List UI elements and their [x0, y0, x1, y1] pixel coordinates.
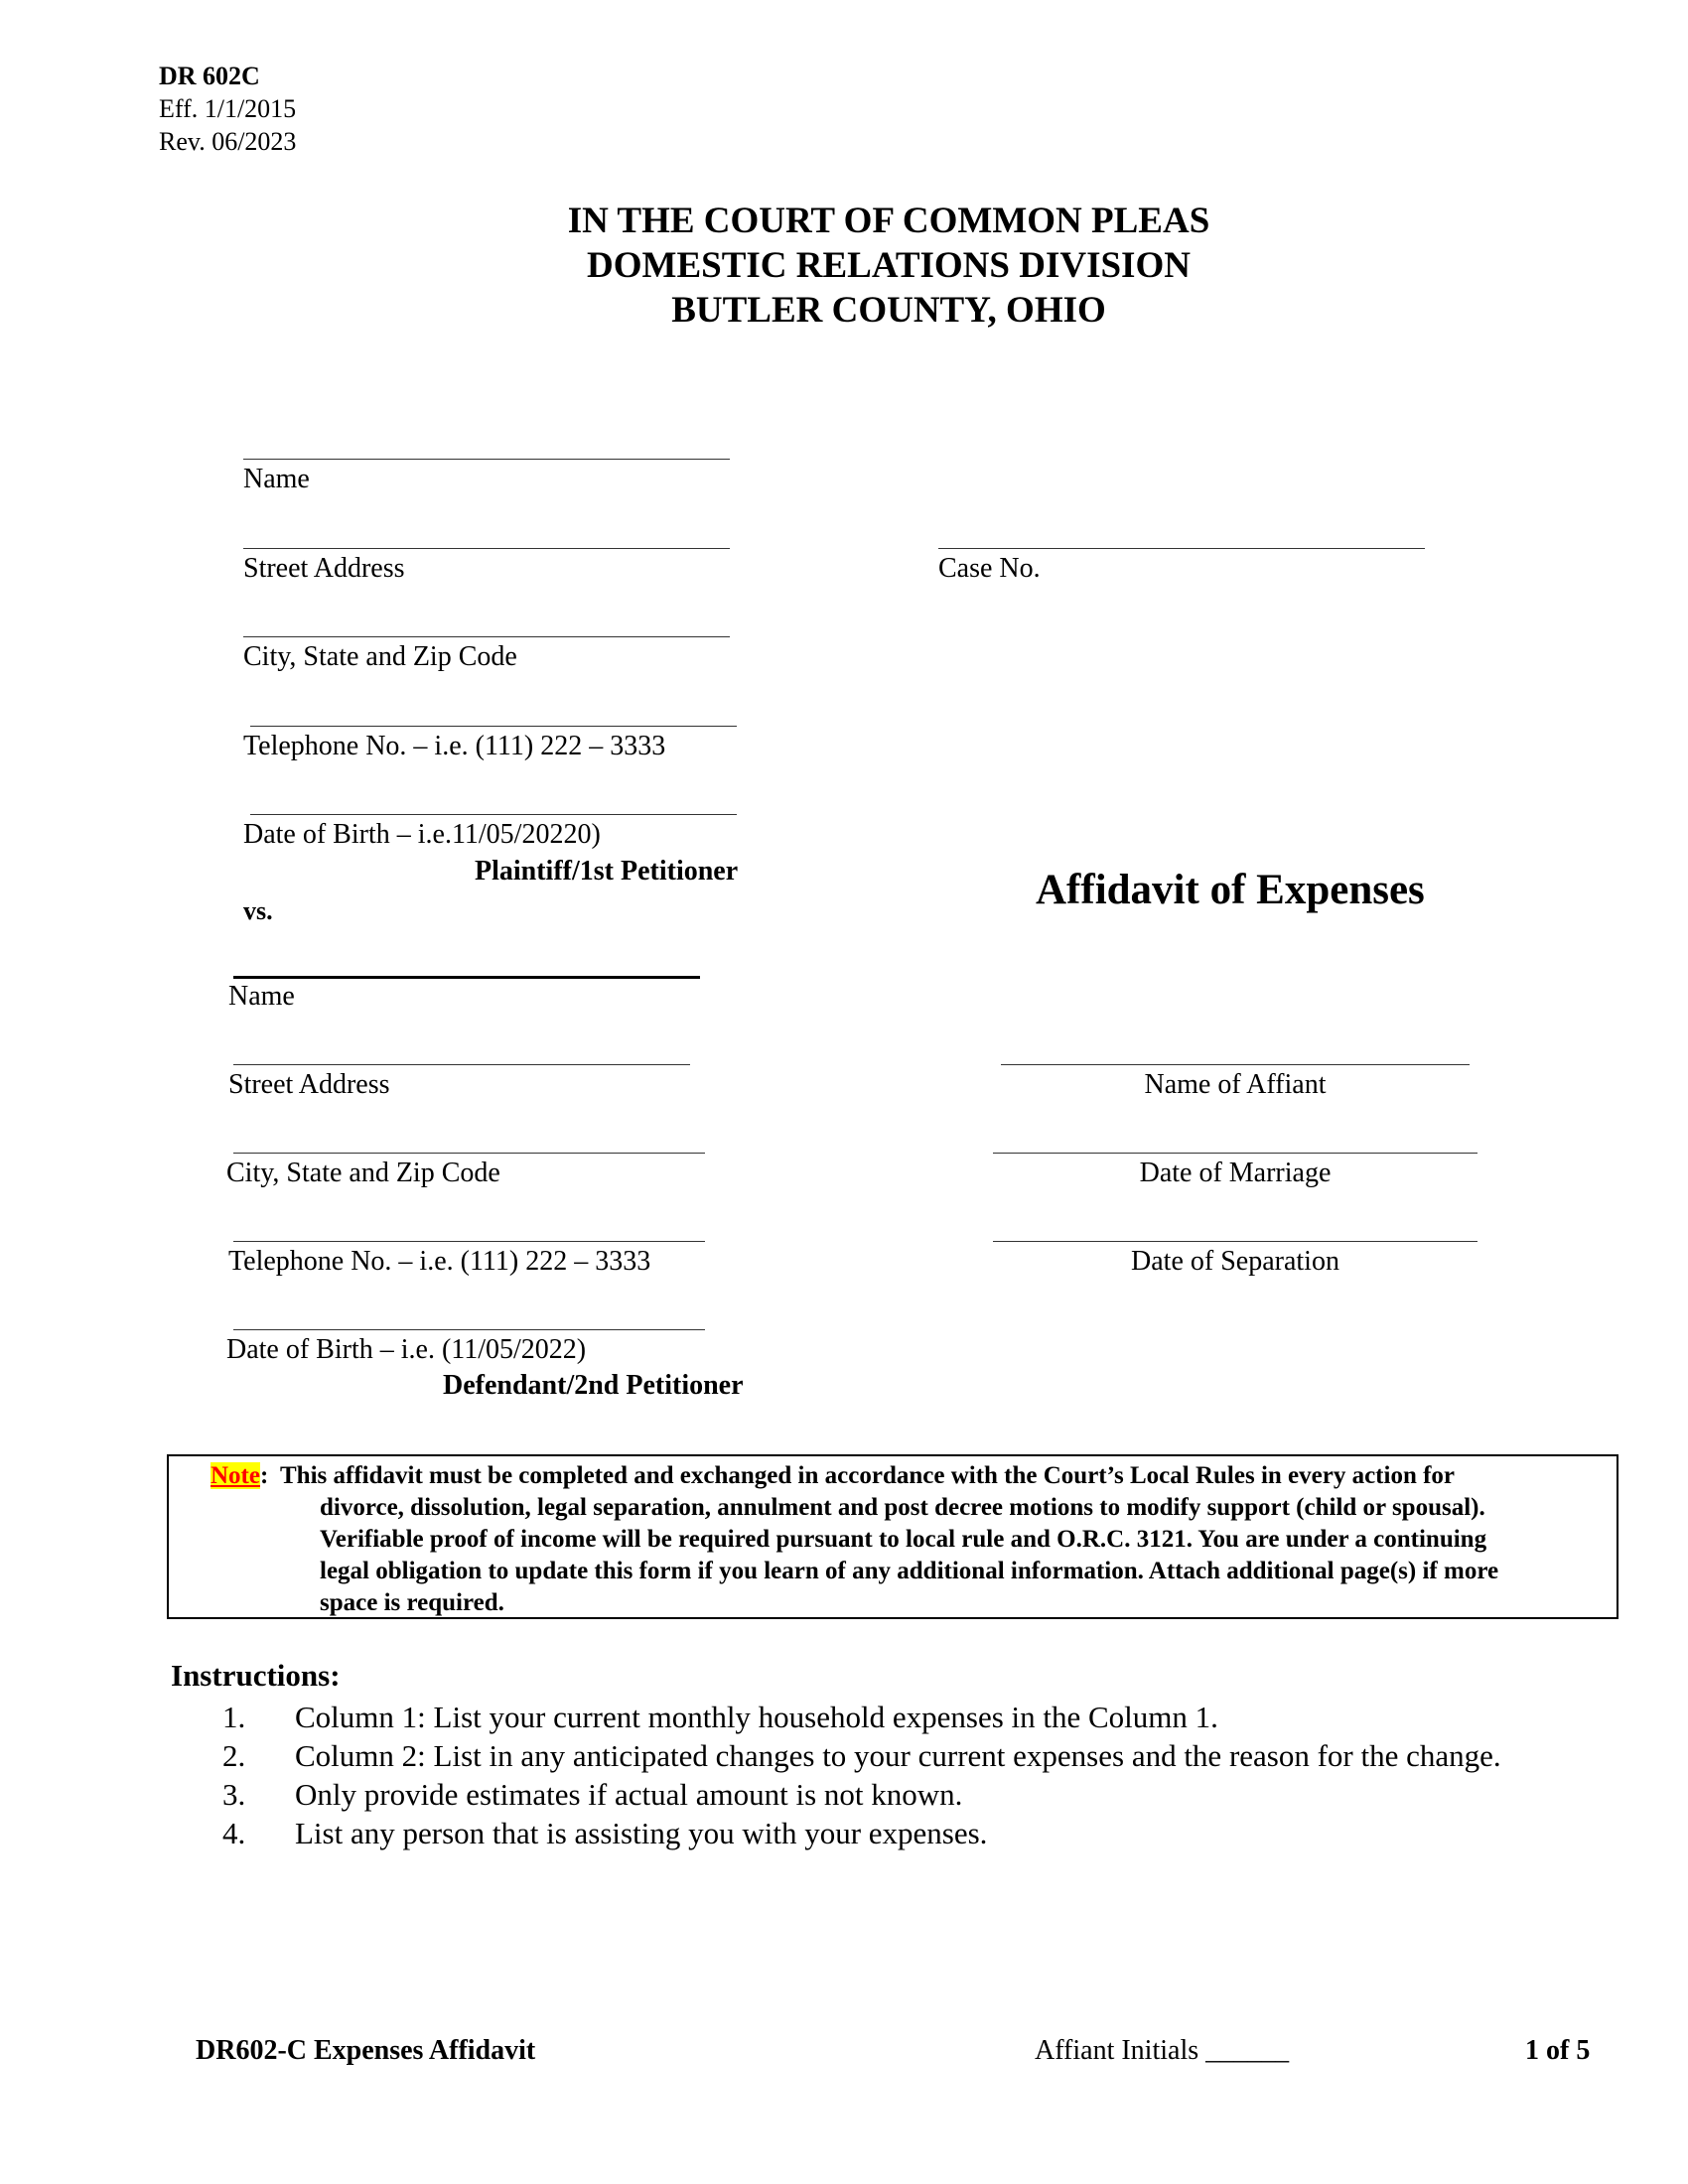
instruction-text: Column 1: List your current monthly household expenses in the Column 1.: [295, 1700, 1218, 1734]
defendant-street-field[interactable]: [233, 1064, 690, 1065]
plaintiff-city-label: City, State and Zip Code: [243, 641, 517, 672]
note-line-5: space is required.: [320, 1589, 504, 1616]
instruction-item: [171, 1698, 1501, 1736]
plaintiff-dob-label: Date of Birth – i.e.11/05/20220): [243, 819, 601, 850]
date-of-separation-label: Date of Separation: [1131, 1246, 1339, 1277]
instruction-item: [171, 1736, 1501, 1775]
versus-label: vs.: [243, 896, 273, 925]
instruction-text: Column 2: List in any anticipated changes to your current expenses and the reason for the change.: [295, 1738, 1501, 1773]
effective-date: Eff. 1/1/2015: [159, 94, 297, 123]
note-line-4: legal obligation to update this form if you learn of any additional information. Attach additional page(s) if more: [320, 1558, 1499, 1584]
court-heading: [0, 199, 1688, 333]
defendant-name-label: Name: [228, 981, 295, 1012]
date-of-marriage-label: Date of Marriage: [1139, 1158, 1332, 1188]
defendant-street-label: Street Address: [228, 1069, 390, 1100]
form-number: DR 602C: [159, 62, 260, 90]
plaintiff-dob-field[interactable]: [250, 814, 737, 815]
defendant-city-label: City, State and Zip Code: [226, 1158, 500, 1188]
instruction-text: List any person that is assisting you with your expenses.: [295, 1816, 988, 1850]
plaintiff-name-label: Name: [243, 464, 310, 494]
revision-date: Rev. 06/2023: [159, 127, 297, 156]
court-line-3: BUTLER COUNTY, OHIO: [671, 290, 1106, 331]
instruction-text: Only provide estimates if actual amount is not known.: [295, 1777, 963, 1812]
note-label: Note:: [211, 1462, 269, 1489]
plaintiff-street-label: Street Address: [243, 553, 405, 584]
note-box: [167, 1454, 1618, 1619]
plaintiff-phone-field[interactable]: [250, 726, 737, 727]
defendant-dob-label: Date of Birth – i.e. (11/05/2022): [226, 1334, 587, 1365]
instruction-item: [171, 1814, 1501, 1852]
case-number-label: Case No.: [938, 553, 1041, 584]
document-title: Affidavit of Expenses: [1036, 867, 1425, 913]
note-line-3: Verifiable proof of income will be required pursuant to local rule and O.R.C. 3121. You are under a continuing: [320, 1526, 1487, 1553]
court-line-1: IN THE COURT OF COMMON PLEAS: [567, 201, 1210, 241]
instruction-item: [171, 1775, 1501, 1814]
affiant-name-label: Name of Affiant: [1144, 1069, 1327, 1100]
defendant-name-field[interactable]: [233, 976, 700, 979]
note-line-2: divorce, dissolution, legal separation, annulment and post decree motions to modify support (child or spousal).: [320, 1494, 1485, 1521]
affiant-name-field[interactable]: [1001, 1064, 1470, 1065]
defendant-role: Defendant/2nd Petitioner: [443, 1370, 744, 1401]
plaintiff-city-field[interactable]: [243, 636, 730, 637]
defendant-phone-label: Telephone No. – i.e. (111) 222 – 3333: [228, 1246, 651, 1277]
instruction-number: 3.: [222, 1777, 246, 1812]
footer-page-number: 1 of 5: [1525, 2035, 1591, 2066]
defendant-phone-field[interactable]: [233, 1241, 705, 1242]
defendant-city-field[interactable]: [233, 1153, 705, 1154]
instructions-title: Instructions:: [171, 1658, 341, 1693]
plaintiff-role: Plaintiff/1st Petitioner: [475, 856, 739, 887]
instruction-number: 4.: [222, 1816, 246, 1850]
defendant-dob-field[interactable]: [233, 1329, 705, 1330]
date-of-marriage-field[interactable]: [993, 1153, 1477, 1154]
plaintiff-name-field[interactable]: [243, 459, 730, 460]
footer-affiant-initials: Affiant Initials ______: [1035, 2035, 1290, 2066]
instruction-number: 1.: [222, 1700, 246, 1734]
court-line-2: DOMESTIC RELATIONS DIVISION: [587, 245, 1191, 286]
plaintiff-street-field[interactable]: [243, 548, 730, 549]
note-line-1: This affidavit must be completed and exchanged in accordance with the Court’s Local Rules in every action for: [280, 1462, 1456, 1489]
instruction-number: 2.: [222, 1738, 246, 1773]
plaintiff-phone-label: Telephone No. – i.e. (111) 222 – 3333: [243, 731, 666, 761]
case-number-field[interactable]: [938, 548, 1425, 549]
footer-form-title: DR602-C Expenses Affidavit: [196, 2035, 536, 2066]
date-of-separation-field[interactable]: [993, 1241, 1477, 1242]
instructions-list: [171, 1698, 1501, 1852]
